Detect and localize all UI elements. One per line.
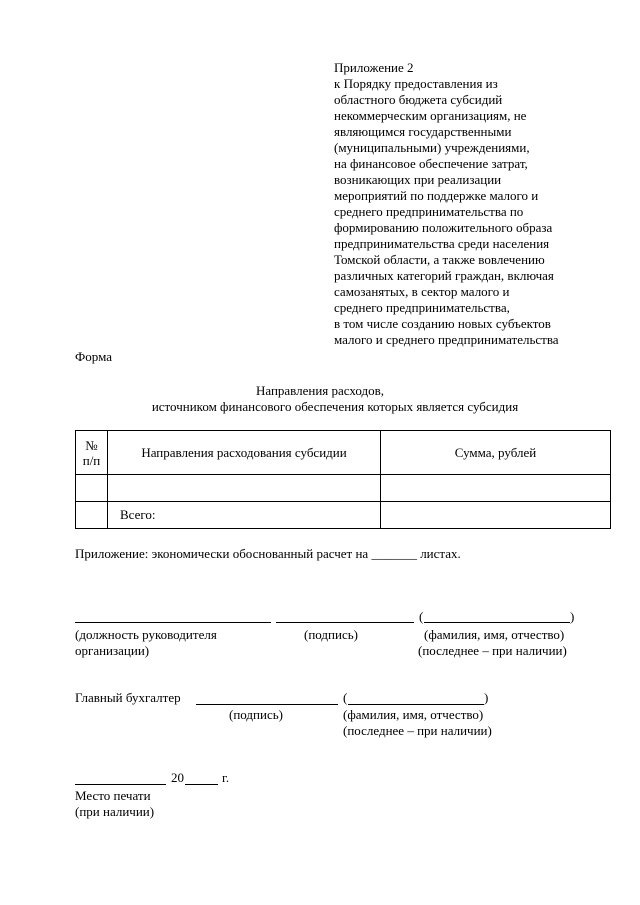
position-caption-line2: организации) <box>75 643 150 658</box>
date-day-month-line[interactable] <box>75 784 166 785</box>
form-label: Форма <box>75 349 112 364</box>
document-title-line2: источником финансового обеспечения которых является субсидия <box>151 399 519 414</box>
stamp-note: (при наличии) <box>75 804 155 819</box>
head-signature-caption: (подпись) <box>304 627 358 642</box>
head-name-caption-line1: (фамилия, имя, отчество) <box>424 627 565 642</box>
table-cell-direction[interactable] <box>108 475 381 502</box>
appendix-line: предпринимательства среди населения <box>334 236 550 251</box>
table-cell-total-sum[interactable] <box>381 502 611 529</box>
expense-table <box>75 430 611 529</box>
date-year-suffix: г. <box>222 770 230 785</box>
appendix-line: областного бюджета субсидий <box>334 92 503 107</box>
accountant-name-open-paren: ( <box>343 690 348 705</box>
appendix-line: к Порядку предоставления из <box>334 76 498 91</box>
accountant-signature-line[interactable] <box>196 704 338 705</box>
attachment-note: Приложение: экономически обоснованный расчет на _______ листах. <box>75 546 461 561</box>
accountant-name-caption-line2: (последнее – при наличии) <box>343 723 492 738</box>
table-header-row <box>76 431 611 475</box>
appendix-header <box>334 60 624 348</box>
appendix-line: самозанятых, в сектор малого и <box>334 284 510 299</box>
appendix-line: мероприятий по поддержке малого и <box>334 188 539 203</box>
header-num-line1: № <box>85 437 98 453</box>
appendix-line: некоммерческим организациям, не <box>334 108 527 123</box>
appendix-line: (муниципальными) учреждениями, <box>334 140 530 155</box>
header-num-line2: п/п <box>82 452 101 468</box>
total-label: Всего: <box>108 502 381 529</box>
accountant-name-caption-line1: (фамилия, имя, отчество) <box>343 707 484 722</box>
appendix-line: Приложение 2 <box>334 60 414 75</box>
appendix-line: на финансовое обеспечение затрат, <box>334 156 528 171</box>
accountant-signature-caption: (подпись) <box>229 707 283 722</box>
appendix-line: являющимся государственными <box>334 124 512 139</box>
head-name-open-paren: ( <box>419 609 424 624</box>
head-name-caption-line2: (последнее – при наличии) <box>418 643 567 658</box>
appendix-line: среднего предпринимательства по <box>334 204 524 219</box>
header-num <box>76 431 108 475</box>
appendix-line: различных категорий граждан, включая <box>334 268 554 283</box>
appendix-line: малого и среднего предпринимательства <box>334 332 559 347</box>
table-row <box>76 475 611 502</box>
document-title-line1: Направления расходов, <box>255 383 385 398</box>
position-caption-line1: (должность руководителя <box>75 627 217 642</box>
accountant-name-close-paren: ) <box>484 690 489 705</box>
appendix-line: в том числе созданию новых субъектов <box>334 316 551 331</box>
appendix-line: среднего предпринимательства, <box>334 300 510 315</box>
table-total-row <box>76 502 611 529</box>
header-direction: Направления расходования субсидии <box>108 431 381 475</box>
head-signature-line[interactable] <box>276 622 414 623</box>
date-year-line[interactable] <box>185 784 218 785</box>
stamp-label: Место печати <box>75 788 151 803</box>
appendix-line: возникающих при реализации <box>334 172 502 187</box>
head-name-line[interactable] <box>424 622 570 623</box>
table-cell-num <box>76 502 108 529</box>
accountant-name-line[interactable] <box>348 704 484 705</box>
position-line[interactable] <box>75 622 271 623</box>
head-name-close-paren: ) <box>570 609 575 624</box>
table-cell-num[interactable] <box>76 475 108 502</box>
header-sum: Сумма, рублей <box>381 431 611 475</box>
date-year-prefix: 20 <box>171 770 184 785</box>
accountant-label: Главный бухгалтер <box>75 690 181 705</box>
appendix-line: формированию положительного образа <box>334 220 553 235</box>
appendix-line: Томской области, а также вовлечению <box>334 252 545 267</box>
table-cell-sum[interactable] <box>381 475 611 502</box>
